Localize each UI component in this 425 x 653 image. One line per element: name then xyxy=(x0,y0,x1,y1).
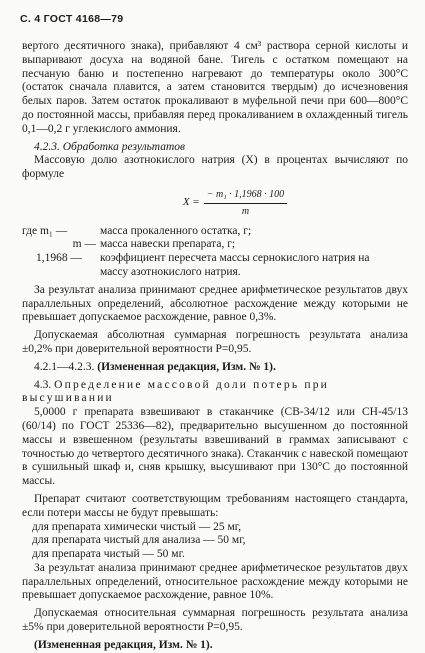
paragraph-result-absolute: За результат анализа принимают среднее арифметическое результатов двух параллельных определений, абсолютное расхождение между которыми не превышает допускаемое расхождение, равное 0,3%. xyxy=(22,283,408,324)
paragraph-error-relative: Допускаемая относительная суммарная погрешность результата анализа ±5% при доверительной вероятности P=0,95. xyxy=(22,607,408,634)
section-title: Определение массовой доли потерь при высушивании xyxy=(22,378,329,405)
list-item: для препарата чистый — 50 мг. xyxy=(32,548,185,561)
definition-text: коэффициент пересчета массы сернокислого натрия на xyxy=(100,252,370,265)
definition-text: масса навески препарата, г; xyxy=(100,238,236,251)
amendment-clauses: 4.2.1—4.2.3. xyxy=(34,360,95,373)
mass-loss-limits xyxy=(22,521,408,562)
list-item: для препарата чистый для анализа — 50 мг, xyxy=(32,534,246,547)
document-body xyxy=(22,40,408,653)
paragraph-drying-procedure: 5,0000 г препарата взвешивают в стаканчике (СВ-34/12 или СН-45/13 (60/14) по ГОСТ 25336—82), предварительно высушенном до постоянной массы и взвешенном (результаты взвешиваний в граммах записывают с точностью до четвертого десятичного знака). Стаканчик с навеской помещают в сушильный шкаф и, сняв крышку, высушивают при 130°С до постоянной массы. xyxy=(22,406,408,488)
definition-row xyxy=(22,225,408,239)
list-item: для препарата химически чистый — 25 мг, xyxy=(32,520,242,533)
page-header: С. 4 ГОСТ 4168—79 xyxy=(20,13,124,25)
paragraph-requirements: Препарат считают соответствующим требованиям настоящего стандарта, если потери массы не будут превышать: xyxy=(22,492,408,519)
formula-fraction xyxy=(204,188,287,219)
paragraph-error-absolute: Допускаемая абсолютная суммарная погрешность результата анализа ±0,2% при доверительной вероятности P=0,95. xyxy=(22,329,408,355)
amendment-note-1 xyxy=(22,361,408,375)
formula-lhs: X = xyxy=(182,196,200,209)
paragraph-residue-treatment: вертого десятичного знака), прибавляют 4 см³ раствора серной кислоты и выпаривают досуха на водяной бане. Тигель с остатком помещают на песчаную баню и постепенно нагревают до температуры около 300°С (остаток сначала плавится, а затем становится твердым) до исчезновения белых паров. Затем остаток прокаливают в муфельной печи при 600—800°С до постоянной массы, прибавляя перед прокаливанием в охлажденный тигель 0,1—0,2 г углекислого аммония. xyxy=(22,40,408,135)
section-4-2-3-heading: 4.2.3. Обработка результатов xyxy=(34,140,185,153)
definition-term: m — xyxy=(72,238,96,251)
formula-numerator: − m₁ · 1,1968 · 100 xyxy=(204,188,287,204)
definition-term: 1,1968 — xyxy=(36,252,82,265)
definition-term: где m₁ — xyxy=(22,224,68,237)
definition-continuation: массу азотнокислого натрия. xyxy=(100,265,241,278)
formula xyxy=(62,188,408,219)
section-4-3-heading xyxy=(22,379,408,407)
amendment-text: (Измененная редакция, Изм. № 1). xyxy=(97,360,276,373)
section-number: 4.3. xyxy=(34,378,52,391)
definition-row xyxy=(22,252,408,266)
amendment-note-2: (Измененная редакция, Изм. № 1). xyxy=(34,638,213,651)
definition-text: масса прокаленного остатка, г; xyxy=(100,224,252,237)
paragraph-result-relative: За результат анализа принимают среднее арифметическое результатов двух параллельных определений, относительное расхождение между которыми не превышает допускаемое расхождение, равное 10%. xyxy=(22,561,408,602)
formula-denominator: m xyxy=(241,205,250,217)
variable-definitions xyxy=(22,225,408,280)
paragraph-formula-intro: Массовую долю азотнокислого натрия (X) в процентах вычисляют по формуле xyxy=(22,154,408,181)
definition-row xyxy=(22,238,408,252)
